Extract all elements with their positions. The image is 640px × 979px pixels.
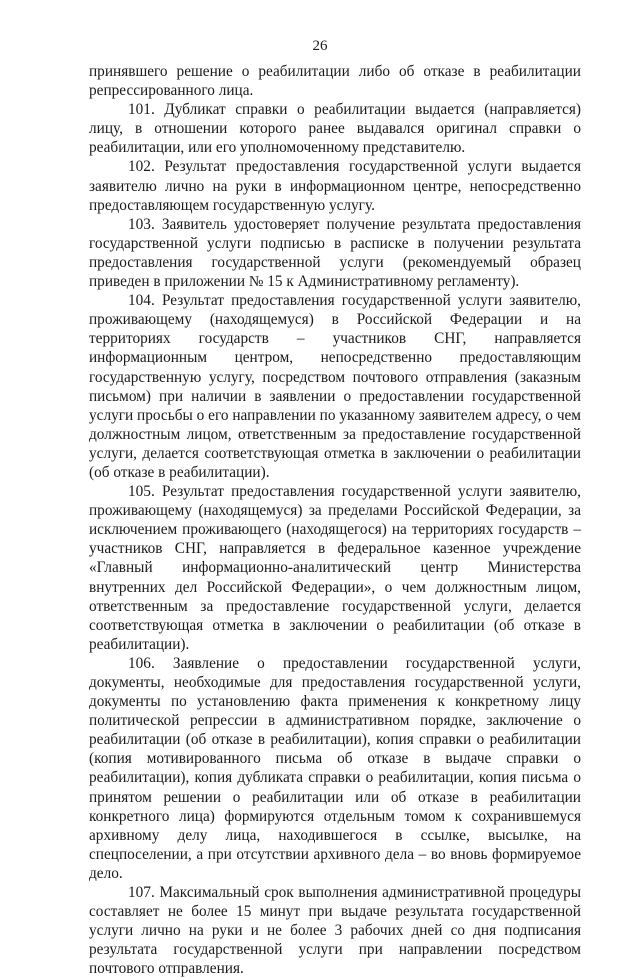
paragraph-101: 101. Дубликат справки о реабилитации выдается (направляется) лицу, в отношении которого ранее выдавался оригинал справки о реабилитации, или его уполномоченному представителю. xyxy=(89,101,581,157)
paragraph-105: 105. Результат предоставления государственной услуги заявителю, проживающему (находящемуся) за пределами Российской Федерации, за исключением проживающего (находящегося) на территориях государств – участников СНГ, направляется в федеральное казенное учреждение «Главный информационно-аналитический центр Министерства внутренних дел Российской Федерации», о чем должностным лицом, ответственным за предоставление государственной услуги, делается соответствующая отметка в заключении о реабилитации (об отказе в реабилитации). xyxy=(89,483,581,653)
paragraph-102: 102. Результат предоставления государственной услуги выдается заявителю лично на руки в информационном центре, непосредственно предоставляющем государственную услугу. xyxy=(89,158,581,214)
paragraph-103: 103. Заявитель удостоверяет получение результата предоставления государственной услуги подписью в расписке в получении результата предоставления государственной услуги (рекомендуемый образец приведен в приложении № 15 к Административному регламенту). xyxy=(89,215,581,291)
body-text xyxy=(89,62,581,979)
paragraph-106: 106. Заявление о предоставлении государственной услуги, документы, необходимые для предоставления государственной услуги, документы по установлению факта применения к конкретному лицу политической репрессии в административном порядке, заключение о реабилитации (об отказе в реабилитации), копия справки о реабилитации (копия мотивированного письма об отказе в выдаче справки о реабилитации), копия дубликата справки о реабилитации, копия письма о принятом решении о реабилитации или об отказе в реабилитации конкретного лица) формируются отдельным томом к сохранившемуся архивному делу лица, находившегося в ссылке, высылке, на спецпоселении, а при отсутствии архивного дела – во вновь формируемое дело. xyxy=(89,654,581,882)
paragraph-107: 107. Максимальный срок выполнения административной процедуры составляет не более 15 минут при выдаче результата государственной услуги лично на руки и не более 3 рабочих дней со дня подписания результата государственной услуги при направлении посредством почтового отправления. xyxy=(89,884,581,978)
page-number: 26 xyxy=(312,38,328,54)
paragraph-continuation: принявшего решение о реабилитации либо об отказе в реабилитации репрессированного лица. xyxy=(89,63,581,100)
paragraph-104: 104. Результат предоставления государственной услуги заявителю, проживающему (находящемуся) в Российской Федерации и на территориях государств – участников СНГ, направляется информационным центром, непосредственно предоставляющим государственную услугу, посредством почтового отправления (заказным письмом) при наличии в заявлении о предоставлении государственной услуги просьбы о его направлении по указанному заявителем адресу, о чем должностным лицом, ответственным за предоставление государственной услуги, делается соответствующая отметка в заключении о реабилитации (об отказе в реабилитации). xyxy=(89,292,581,481)
